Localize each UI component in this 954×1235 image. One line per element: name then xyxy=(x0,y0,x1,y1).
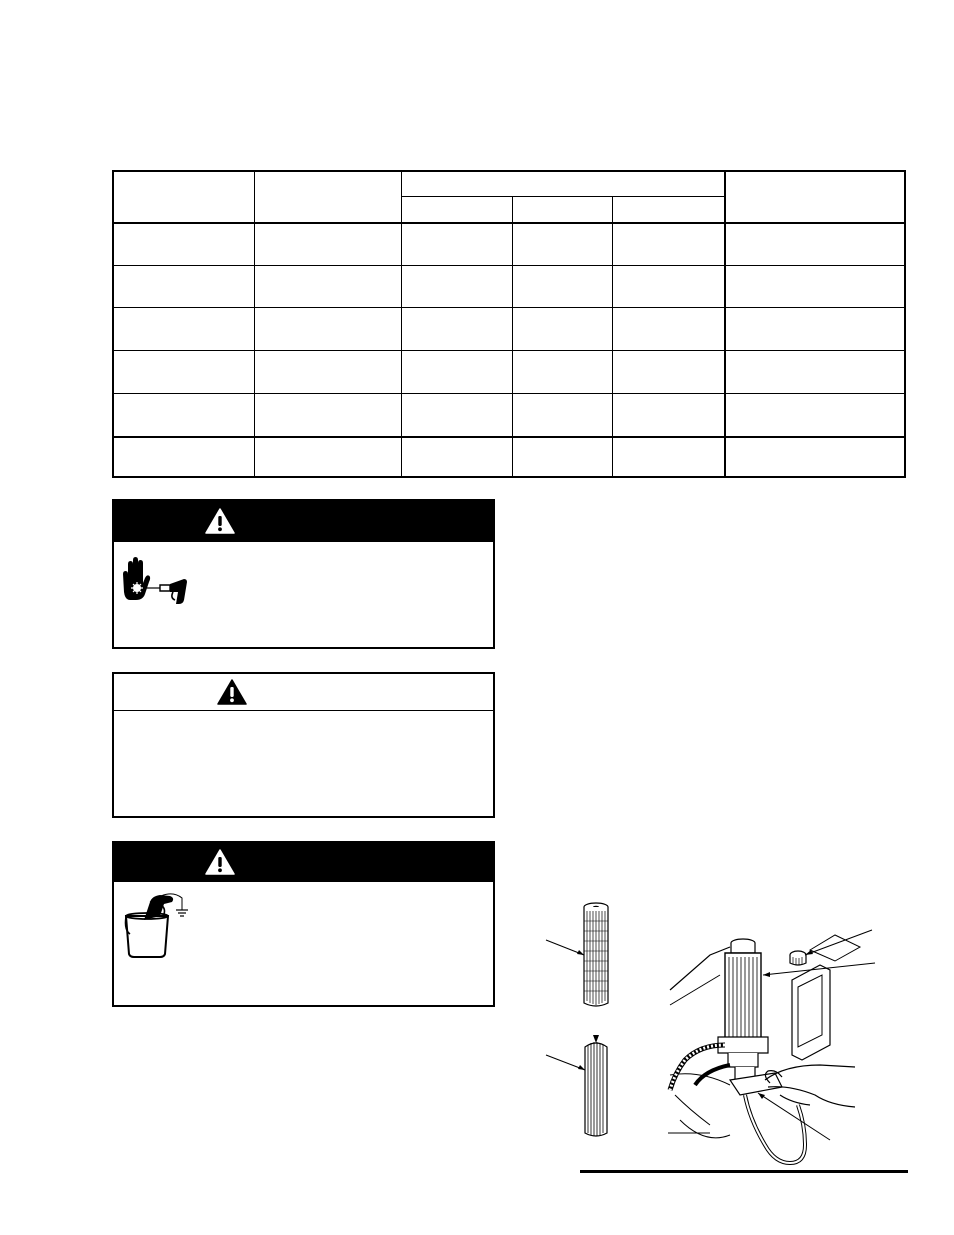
table-col-rule xyxy=(612,196,613,476)
spec-table xyxy=(112,170,906,478)
caution-header xyxy=(114,674,493,711)
table-col-rule xyxy=(401,172,402,476)
warning-box-grounding xyxy=(112,841,495,1007)
callout-leader xyxy=(546,1055,585,1070)
warning-triangle-icon xyxy=(217,678,247,706)
warning-header xyxy=(114,501,493,542)
table-row-rule xyxy=(114,393,904,394)
filter-figure xyxy=(530,895,910,1180)
table-row-rule xyxy=(114,436,904,438)
warning-triangle-icon xyxy=(205,848,235,876)
grounded-pail-gun-icon xyxy=(120,890,192,960)
hand-spray-gun-injection-icon xyxy=(118,552,190,606)
table-row-rule xyxy=(114,307,904,308)
filter-element-coarse-icon xyxy=(585,1035,607,1136)
table-col-rule xyxy=(512,196,513,476)
callout-leader xyxy=(546,940,584,955)
warning-header xyxy=(114,843,493,882)
table-header-rule xyxy=(114,222,904,224)
table-row-rule xyxy=(114,265,904,266)
table-row-rule xyxy=(114,350,904,351)
table-col-rule xyxy=(724,172,726,476)
warning-box-caution xyxy=(112,672,495,818)
table-col-rule xyxy=(254,172,255,476)
table-group-rule xyxy=(401,196,725,197)
figure-bottom-rule xyxy=(580,1170,908,1173)
callout-leader xyxy=(758,1093,830,1140)
warning-triangle-icon xyxy=(205,507,235,535)
warning-body xyxy=(114,542,493,648)
warning-body xyxy=(114,882,493,1006)
filter-housing-icon xyxy=(668,935,860,1163)
filter-element-fine-icon xyxy=(584,903,608,1006)
caution-body xyxy=(114,711,493,817)
warning-box-injection xyxy=(112,499,495,649)
